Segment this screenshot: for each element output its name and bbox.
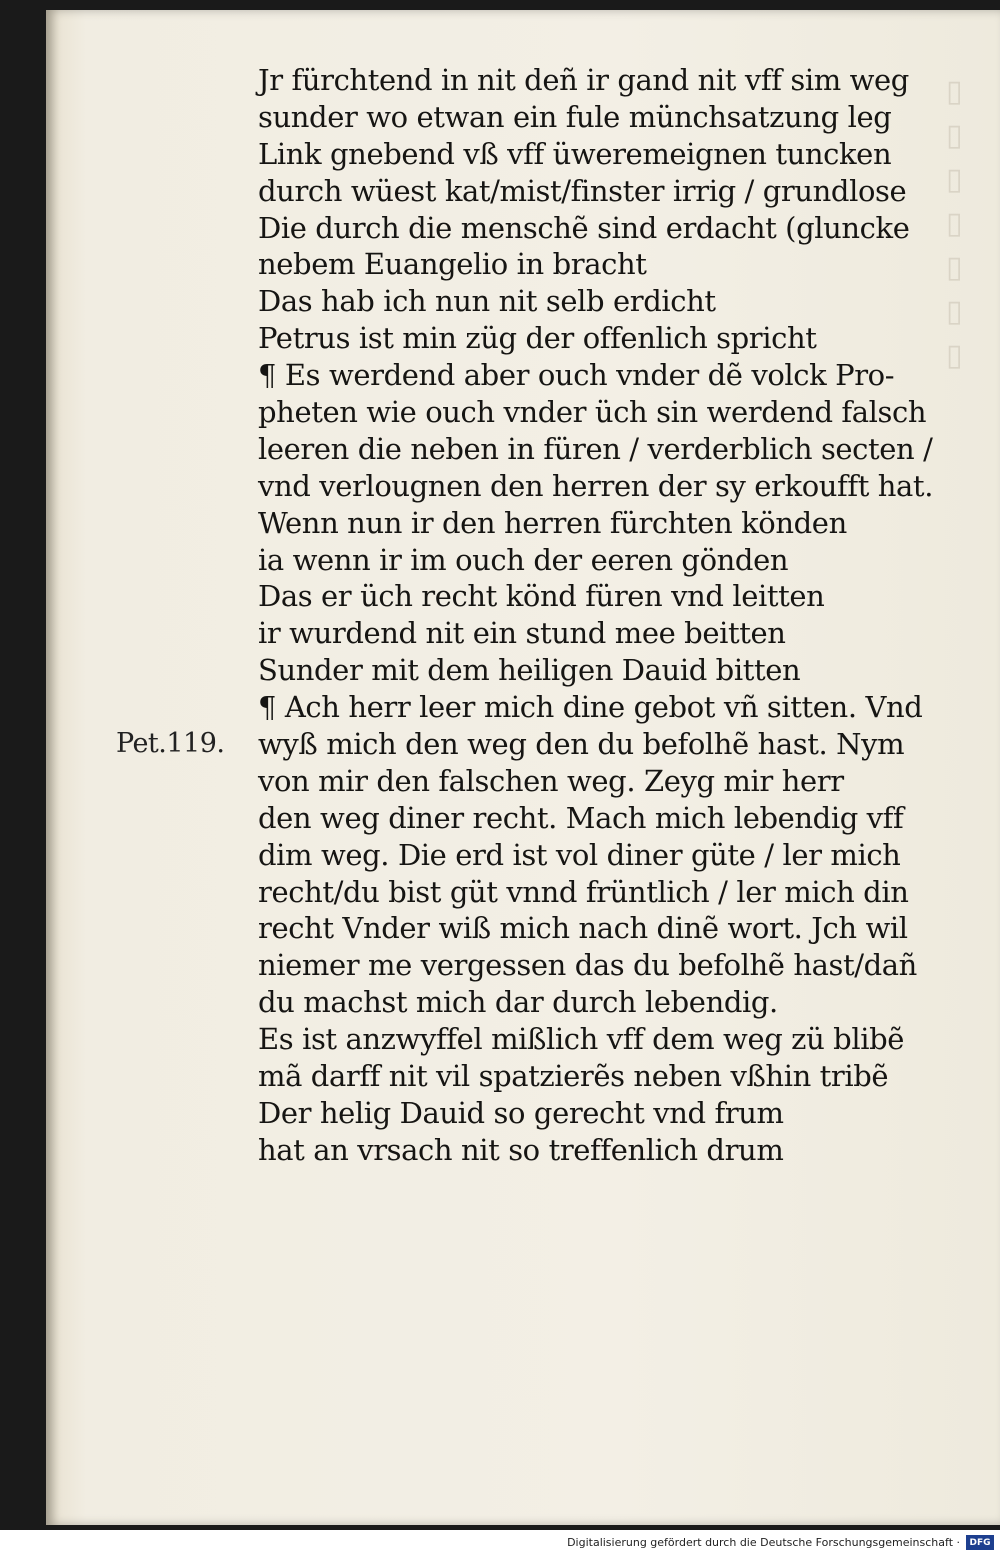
text-line: wyß mich den weg den du befolhẽ hast. Nym <box>258 727 905 762</box>
text-line: recht/du bist güt vnnd früntlich / ler mich din <box>258 874 909 909</box>
text-line: hat an vrsach nit so treffenlich drum <box>258 1132 784 1167</box>
text-line: ia wenn ir im ouch der eeren gönden <box>258 542 789 577</box>
text-line: Das er üch recht könd füren vnd leitten <box>258 579 825 614</box>
footer-bar <box>0 1530 1000 1556</box>
text-line: mã darff nit vil spatzierẽs neben vßhin tribẽ <box>258 1059 889 1094</box>
text-line: ir wurdend nit ein stund mee beitten <box>258 616 786 651</box>
text-line: dim weg. Die erd ist vol diner güte / ler mich <box>258 837 901 872</box>
text-line: Jr fürchtend in nit deñ ir gand nit vff sim weg <box>258 63 909 97</box>
text-line: Es ist anzwyffel mißlich vff dem weg zü blibẽ <box>258 1022 904 1057</box>
body-text <box>258 62 958 1169</box>
text-line: vnd verlougnen den herren der sy erkoufft hat. <box>258 468 934 503</box>
text-line: durch wüest kat/mist/finster irrig / grundlose <box>258 173 907 208</box>
text-line: nebem Euangelio in bracht <box>258 247 647 282</box>
text-line: ¶ Es werdend aber ouch vnder dẽ volck Pro- <box>258 358 895 393</box>
text-line: niemer me vergessen das du befolhẽ hast/dañ <box>258 948 917 983</box>
text-line: Die durch die menschẽ sind erdacht (gluncke <box>258 210 910 245</box>
text-line: den weg diner recht. Mach mich lebendig vff <box>258 800 904 835</box>
text-line: leeren die neben in füren / verderblich secten / <box>258 431 933 466</box>
text-line: Wenn nun ir den herren fürchten könden <box>258 505 847 540</box>
text-line: pheten wie ouch vnder üch sin werdend falsch <box>258 395 927 430</box>
digitization-credit: Digitalisierung gefördert durch die Deutsche Forschungsgemeinschaft · <box>567 1536 960 1549</box>
text-line: von mir den falschen weg. Zeyg mir herr <box>258 763 844 798</box>
text-line: ¶ Ach herr leer mich dine gebot vñ sitten. Vnd <box>258 690 923 725</box>
text-line: recht Vnder wiß mich nach dinẽ wort. Jch wil <box>258 911 908 946</box>
text-line: Das hab ich nun nit selb erdicht <box>258 284 716 319</box>
dfg-logo-icon: DFG <box>966 1535 994 1550</box>
text-line: Der helig Dauid so gerecht vnd frum <box>258 1095 784 1130</box>
text-line: Link gnebend vß vff üweremeignen tuncken <box>258 136 892 171</box>
bleed-through-shadow: ▯ ▯ ▯ ▯ ▯ ▯ ▯ <box>946 74 963 373</box>
text-line: Petrus ist min züg der offenlich spricht <box>258 321 817 356</box>
text-line: sunder wo etwan ein fule münchsatzung leg <box>258 99 892 134</box>
marginal-note: Pet.119. <box>116 728 225 759</box>
text-line: du machst mich dar durch lebendig. <box>258 985 778 1020</box>
text-line: Sunder mit dem heiligen Dauid bitten <box>258 653 801 688</box>
